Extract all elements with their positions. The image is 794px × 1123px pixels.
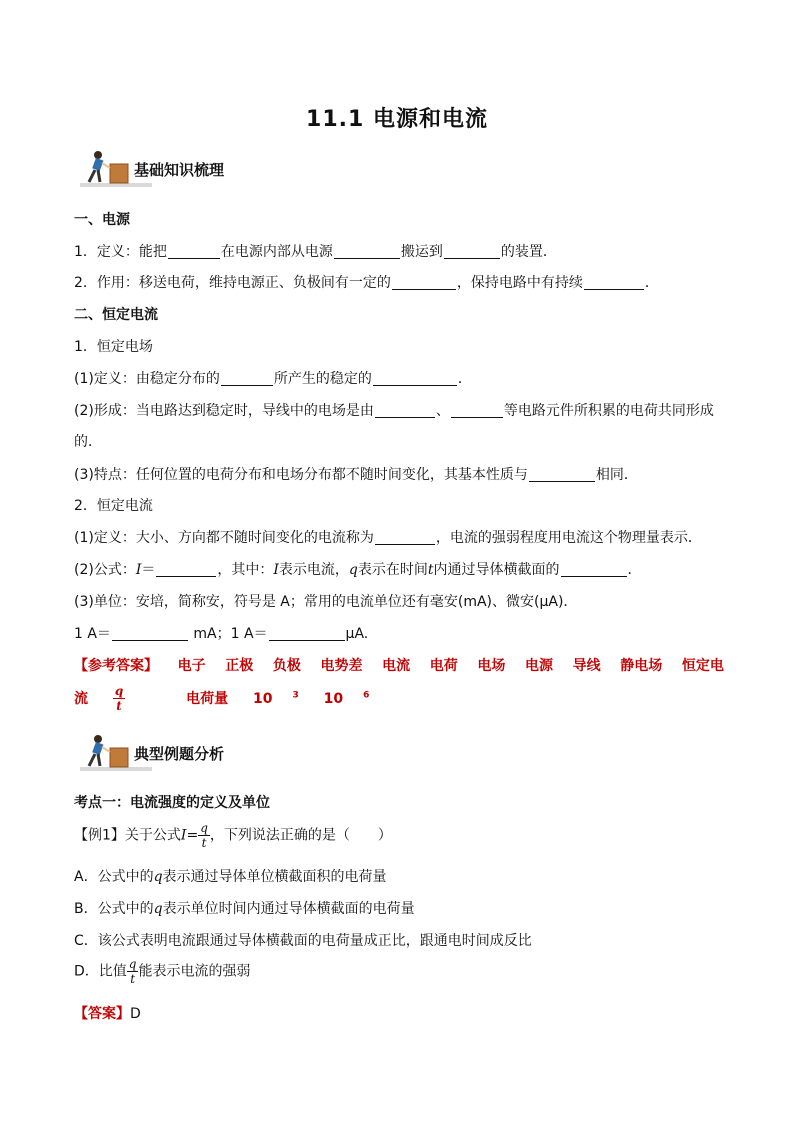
text-line-definition: 1．定义：能把 在电源内部从电源 搬运到 的装置． bbox=[74, 244, 557, 260]
answer-item: 电荷 bbox=[429, 658, 458, 674]
answer-item: 10 $^6$ bbox=[323, 689, 370, 707]
fill-blank bbox=[168, 244, 220, 259]
fill-blank bbox=[529, 467, 595, 482]
fill-blank bbox=[444, 244, 500, 259]
fill-blank bbox=[112, 626, 188, 641]
formula-fraction: $\frac{q}{t}$ bbox=[200, 821, 208, 850]
answer-item: 电流 bbox=[382, 658, 411, 674]
text-line: (3)特点：任何位置的电荷分布和电场分布都不随时间变化，其基本性质与 相同． bbox=[74, 467, 638, 483]
heading-constant-current: 二、恒定电流 bbox=[74, 307, 158, 323]
text-line: 的． bbox=[74, 434, 102, 450]
fill-blank bbox=[584, 275, 644, 290]
section-header-basics bbox=[80, 148, 340, 196]
option-a: A．公式中的q表示通过导体单位横截面积的电荷量 bbox=[74, 869, 387, 885]
key-point-heading: 考点一：电流强度的定义及单位 bbox=[74, 795, 270, 811]
fill-blank bbox=[392, 275, 456, 290]
text-line-formula: (2)公式：I＝ ，其中：I表示电流，q表示在时间t内通过导体横截面的 ． bbox=[74, 562, 642, 578]
heading-power-source: 一、电源 bbox=[74, 212, 130, 228]
answer-value: D bbox=[130, 1006, 141, 1022]
fill-blank bbox=[561, 562, 627, 577]
answer-item: 10 $^3$ bbox=[253, 689, 299, 707]
answer-item: 电荷量 bbox=[186, 690, 229, 707]
text-line: 2．恒定电流 bbox=[74, 498, 153, 514]
answer-item: 导线 bbox=[572, 658, 601, 674]
reference-answers bbox=[74, 655, 724, 675]
text-line: (3)单位：安培，简称安，符号是 A；常用的电流单位还有毫安(mA)、微安(μA)． bbox=[74, 594, 578, 610]
answer-item: 正极 bbox=[225, 658, 254, 674]
example-question: 【例1】关于公式I= $\frac{q}{t}$ ，下列说法正确的是（ ） bbox=[74, 821, 392, 850]
fill-blank bbox=[375, 530, 435, 545]
text-line: (1)定义：大小、方向都不随时间变化的电流称为 ，电流的强弱程度用电流这个物理量表示． bbox=[74, 530, 702, 546]
answer-item: 电场 bbox=[477, 658, 506, 674]
answer-item: 流 bbox=[74, 690, 88, 707]
fill-blank bbox=[156, 562, 216, 577]
answer-item: 电子 bbox=[177, 658, 206, 674]
text-line: 1．恒定电场 bbox=[74, 339, 153, 355]
section-title: 基础知识梳理 bbox=[134, 161, 225, 179]
fill-blank bbox=[334, 244, 400, 259]
answer-item: 负极 bbox=[272, 658, 301, 674]
text-line-function: 2．作用：移送电荷，维持电源正、负极间有一定的 ，保持电路中有持续 ． bbox=[74, 275, 659, 291]
answer-label: 【参考答案】 bbox=[74, 658, 158, 674]
answer-item: 静电场 bbox=[620, 658, 663, 674]
text-line: (1)定义：由稳定分布的 所产生的稳定的 ． bbox=[74, 371, 472, 387]
formula-fraction: $\frac{q}{t}$ bbox=[128, 957, 137, 986]
option-c: C．该公式表明电流跟通过导体横截面的电荷量成正比，跟通电时间成反比 bbox=[74, 933, 532, 949]
answer-label: 【答案】 bbox=[74, 1006, 130, 1022]
fill-blank bbox=[373, 371, 457, 386]
section-title: 典型例题分析 bbox=[134, 745, 225, 763]
fill-blank bbox=[221, 371, 273, 386]
answer-fraction: $\frac{q}{t}$ bbox=[114, 684, 124, 713]
answer-item: 电源 bbox=[525, 658, 553, 674]
answer-item: 恒定电 bbox=[681, 658, 724, 674]
answer-line bbox=[74, 1003, 141, 1023]
reference-answers-continued bbox=[74, 685, 389, 712]
fill-blank bbox=[375, 403, 435, 418]
page-title: 11.1 电源和电流 bbox=[306, 107, 488, 132]
answer-item: 电势差 bbox=[320, 658, 363, 674]
fill-blank bbox=[451, 403, 503, 418]
text-line-units: 1 A＝ mA；1 A＝ μA. bbox=[74, 626, 369, 642]
option-d: D．比值 $\frac{q}{t}$ 能表示电流的强弱 bbox=[74, 957, 251, 986]
text-line: (2)形成：当电路达到稳定时，导线中的电场是由 、 等电路元件所积累的电荷共同形成 bbox=[74, 403, 714, 419]
option-b: B．公式中的q表示单位时间内通过导体横截面的电荷量 bbox=[74, 901, 415, 917]
fill-blank bbox=[269, 626, 345, 641]
section-header-examples bbox=[80, 732, 340, 780]
